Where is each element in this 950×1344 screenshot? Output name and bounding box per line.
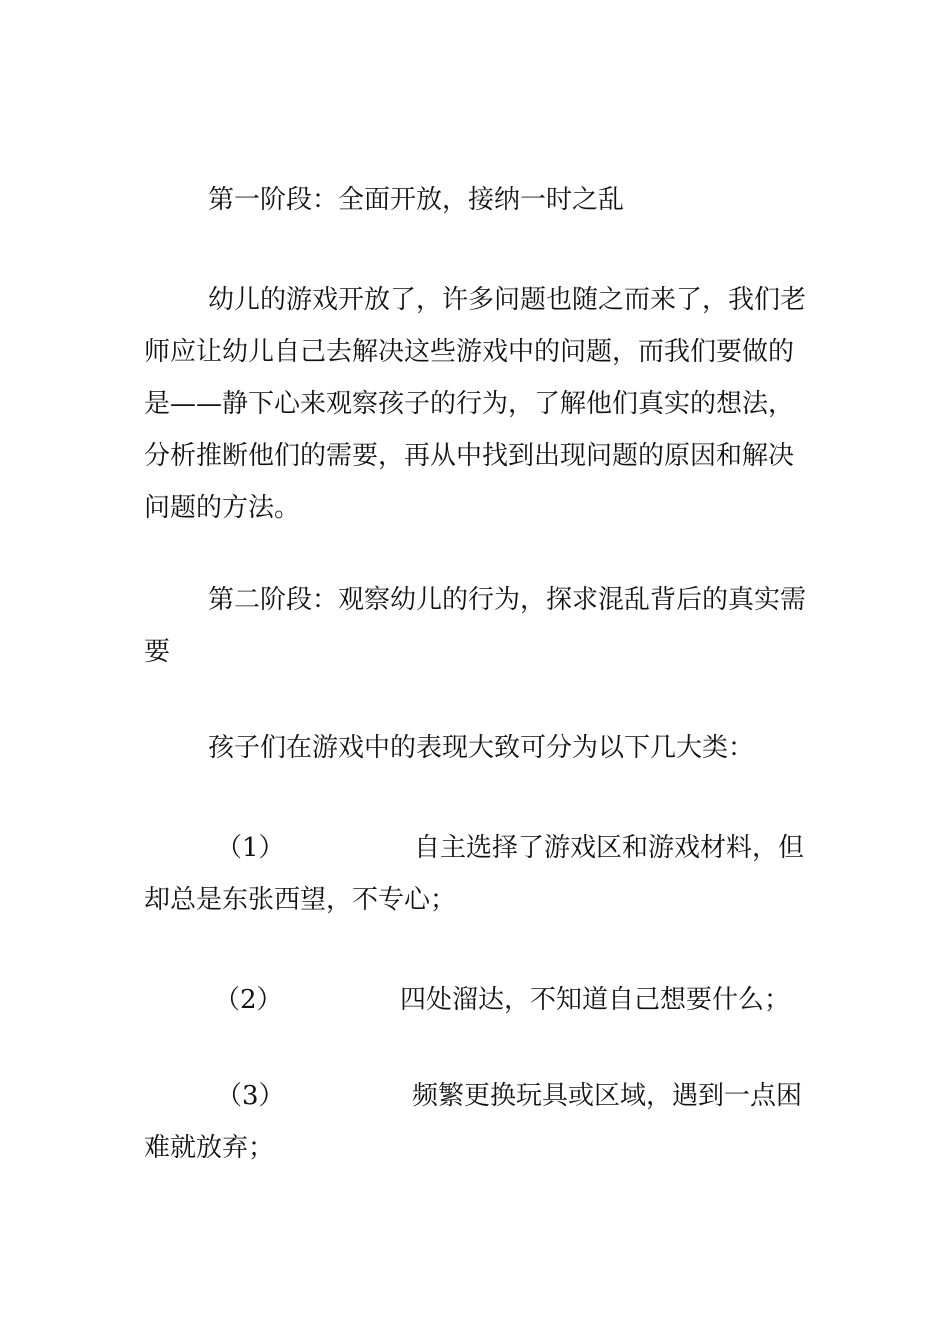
stage2-intro: 孩子们在游戏中的表现大致可分为以下几大类： (208, 733, 755, 763)
list-item-marker: （2） (214, 985, 283, 1015)
list-item (144, 1070, 808, 1174)
list-item-text: 频繁更换玩具或区域，遇到一点困难就放弃； (144, 1081, 803, 1163)
list-item-marker: （1） (216, 833, 285, 863)
list-item (144, 822, 808, 926)
list-item (144, 974, 808, 1026)
stage1-paragraph: 幼儿的游戏开放了，许多问题也随之而来了，我们老师应让幼儿自己去解决这些游戏中的问题，而我们要做的是——静下心来观察孩子的行为，了解他们真实的想法，分析推断他们的需要，再从中找到出现问题的原因和解决问题的方法。 (144, 285, 807, 523)
list-item-text: 四处溜达，不知道自己想要什么； (400, 985, 791, 1015)
stage1-heading: 第一阶段：全面开放，接纳一时之乱 (208, 185, 625, 215)
list-item-text: 自主选择了游戏区和游戏材料，但却总是东张西望，不专心； (144, 833, 805, 915)
list-item-marker: （3） (216, 1081, 285, 1111)
stage2-heading: 第二阶段：观察幼儿的行为，探求混乱背后的真实需要 (144, 585, 807, 667)
